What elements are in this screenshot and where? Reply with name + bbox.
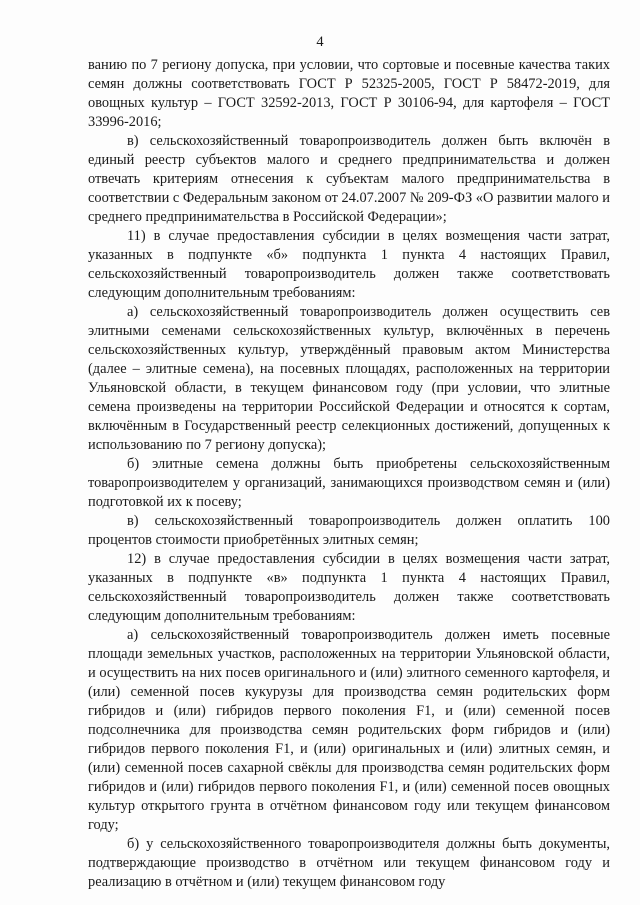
paragraph-11-v: в) сельскохозяйственный товаропроизводитель должен оплатить 100 процентов стоимости приобретённых элитных семян; <box>88 513 610 548</box>
page-number: 4 <box>316 34 324 50</box>
paragraph-11: 11) в случае предоставления субсидии в целях возмещения части затрат, указанных в подпункте «б» подпункта 1 пункта 4 настоящих Правил, сельскохозяйственный товаропроизводитель должен также соответствовать следующим дополнительным требованиям: <box>88 228 610 301</box>
paragraph-10-v: в) сельскохозяйственный товаропроизводитель должен быть включён в единый реестр субъектов малого и среднего предпринимательства и должен отвечать критериям отнесения к субъектам малого предпринимательства в соответствии с Федеральным законом от 24.07.2007 № 209-ФЗ «О развитии малого и среднего предпринимательства в Российской Федерации»; <box>88 133 610 225</box>
body-text <box>88 56 610 892</box>
paragraph-12-b: б) у сельскохозяйственного товаропроизводителя должны быть документы, подтверждающие производство в отчётном или текущем финансовом году и реализацию в отчётном и (или) текущем финансовом году <box>88 836 610 890</box>
paragraph-11-a: а) сельскохозяйственный товаропроизводитель должен осуществить сев элитными семенами сельскохозяйственных культур, включённых в перечень сельскохозяйственных культур, утверждённый правовым актом Министерства (далее – элитные семена), на посевных площадях, расположенных на территории Ульяновской области, в текущем финансовом году (при условии, что элитные семена произведены на территории Российской Федерации и относятся к сортам, включённым в Государственный реестр селекционных достижений, допущенных к использованию по 7 региону допуска); <box>88 304 610 453</box>
paragraph-intro-continuation: ванию по 7 региону допуска, при условии, что сортовые и посевные качества таких семян должны соответствовать ГОСТ Р 52325-2005, ГОСТ Р 58472-2019, для овощных культур – ГОСТ 32592-2013, ГОСТ Р 30106-94, для картофеля – ГОСТ 33996-2016; <box>88 57 610 130</box>
paragraph-12-a: а) сельскохозяйственный товаропроизводитель должен иметь посевные площади земельных участков, расположенных на территории Ульяновской области, и осуществить на них посев оригинального и (или) элитного семенного картофеля, и (или) семенной посев кукурузы для производства семян родительских форм гибридов и (или) гибридов первого поколения F1, и (или) семенной посев подсолнечника для производства семян родительских форм гибридов и (или) гибридов первого поколения F1, и (или) оригинальных и (или) элитных семян, и (или) семенной посев сахарной свёклы для производства семян родительских форм гибридов и (или) гибридов первого поколения F1, и (или) семенной посев овощных культур открытого грунта в отчётном финансовом году или текущем финансовом году; <box>88 627 610 833</box>
paragraph-12: 12) в случае предоставления субсидии в целях возмещения части затрат, указанных в подпункте «в» подпункта 1 пункта 4 настоящих Правил, сельскохозяйственный товаропроизводитель должен также соответствовать следующим дополнительным требованиям: <box>88 551 610 624</box>
paragraph-11-b: б) элитные семена должны быть приобретены сельскохозяйственным товаропроизводителем у организаций, занимающихся производством семян и (или) подготовкой их к посеву; <box>88 456 610 510</box>
